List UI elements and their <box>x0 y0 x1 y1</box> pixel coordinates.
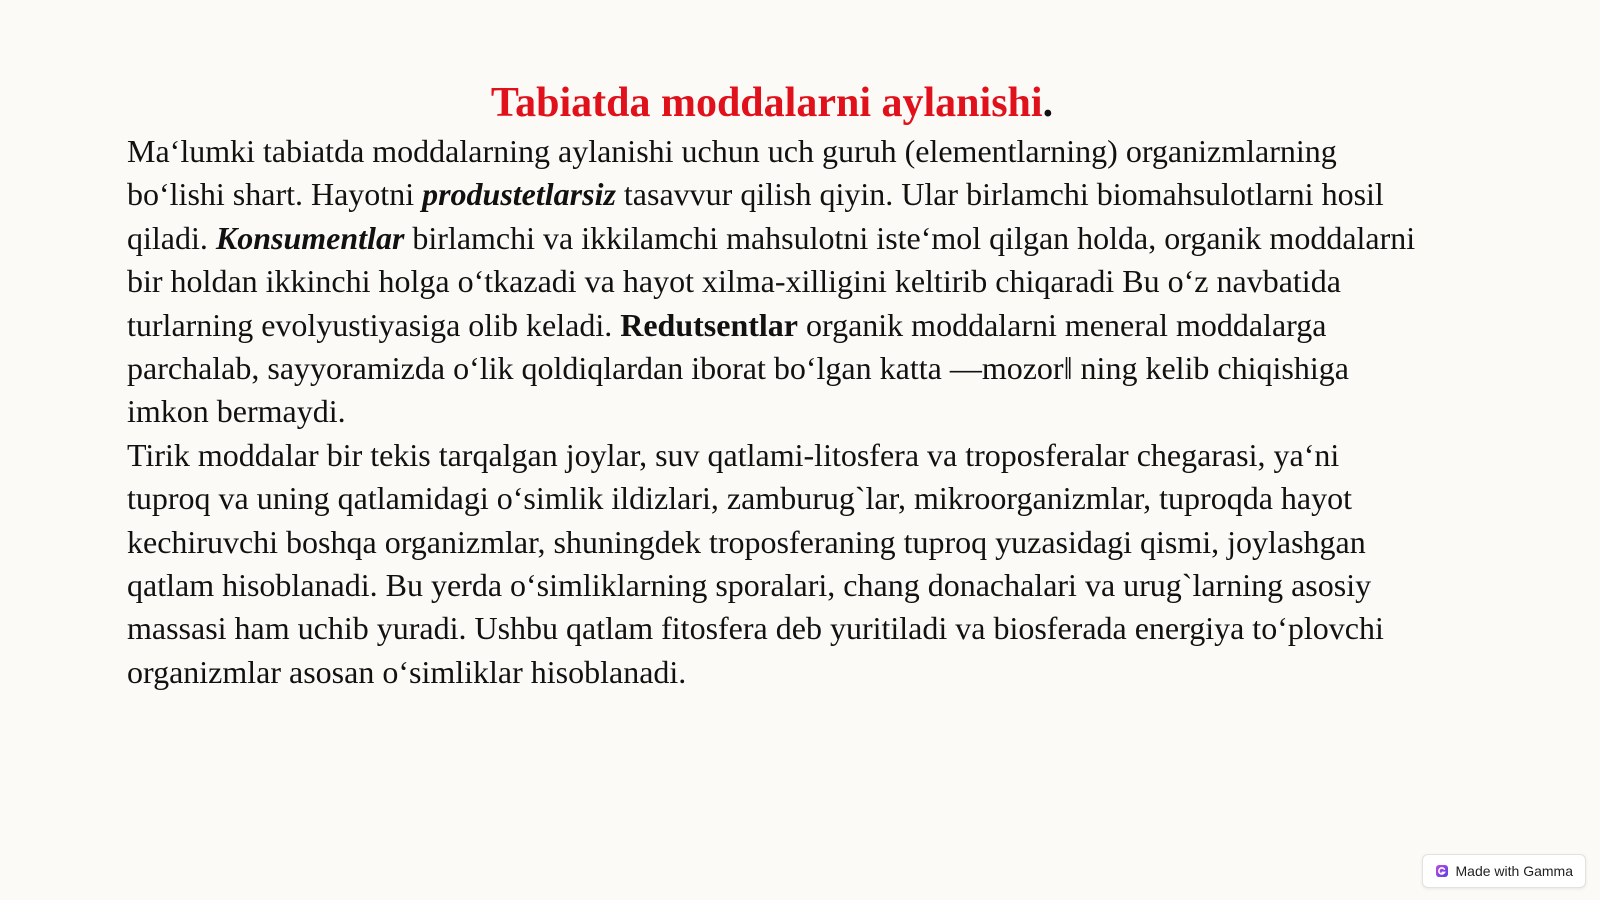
paragraph-1 <box>127 130 1427 434</box>
paragraph-1-text-4: organik moddalarni meneral moddalarga parchalab, sayyoramizda o‘lik qoldiqlardan iborat bo‘lgan katta ―mozor‖ ning kelib chiqishiga imkon bermaydi. <box>127 306 1349 430</box>
paragraph-1-text-1: Ma‘lumki tabiatda moddalarning aylanishi uchun uch guruh (elementlarning) organizmlarning bo‘lishi shart. Hayotni <box>127 133 1337 213</box>
paragraph-2: Tirik moddalar bir tekis tarqalgan joylar, suv qatlami-litosfera va troposferalar chegarasi, ya‘ni tuproq va uning qatlamidagi o‘simlik ildizlari, zamburug`lar, mikroorganizmlar, tuproqda hayot kechiruvchi boshqa organizmlar, shuningdek troposferaning tuproq yuzasidagi qismi, joylashgan qatlam hisoblanadi. Bu yerda o‘simliklarning sporalari, chang donachalari va urug`larning asosiy massasi ham uchib yuradi. Ushbu qatlam fitosfera deb yuritiladi va biosferada energiya to‘plovchi organizmlar asosan o‘simliklar hisoblanadi. <box>127 436 1384 690</box>
term-reducers: Redutsentlar <box>620 306 798 343</box>
slide-body <box>127 130 1427 694</box>
title-text: Tabiatda moddalarni aylanishi <box>490 80 1043 126</box>
term-consumers: Konsumentlar <box>215 219 405 256</box>
slide-title <box>127 78 1417 128</box>
title-period: . <box>1042 80 1054 126</box>
paragraph-1-text-2: tasavvur qilish qiyin. Ular birlamchi biomahsulotlarni hosil qiladi. <box>127 176 1384 256</box>
gamma-logo-icon <box>1435 864 1449 878</box>
paragraph-1-text-3: birlamchi va ikkilamchi mahsulotni iste‘mol qilgan holda, organik moddalarni bir holdan ikkinchi holga o‘tkazadi va hayot xilma-xilligini keltirib chiqaradi Bu o‘z navbatida turlarning evolyustiyasiga olib keladi. <box>127 219 1416 343</box>
badge-label: Made with Gamma <box>1455 863 1573 879</box>
made-with-gamma-badge[interactable] <box>1422 854 1586 888</box>
term-producers: produstetlarsiz <box>422 176 616 213</box>
